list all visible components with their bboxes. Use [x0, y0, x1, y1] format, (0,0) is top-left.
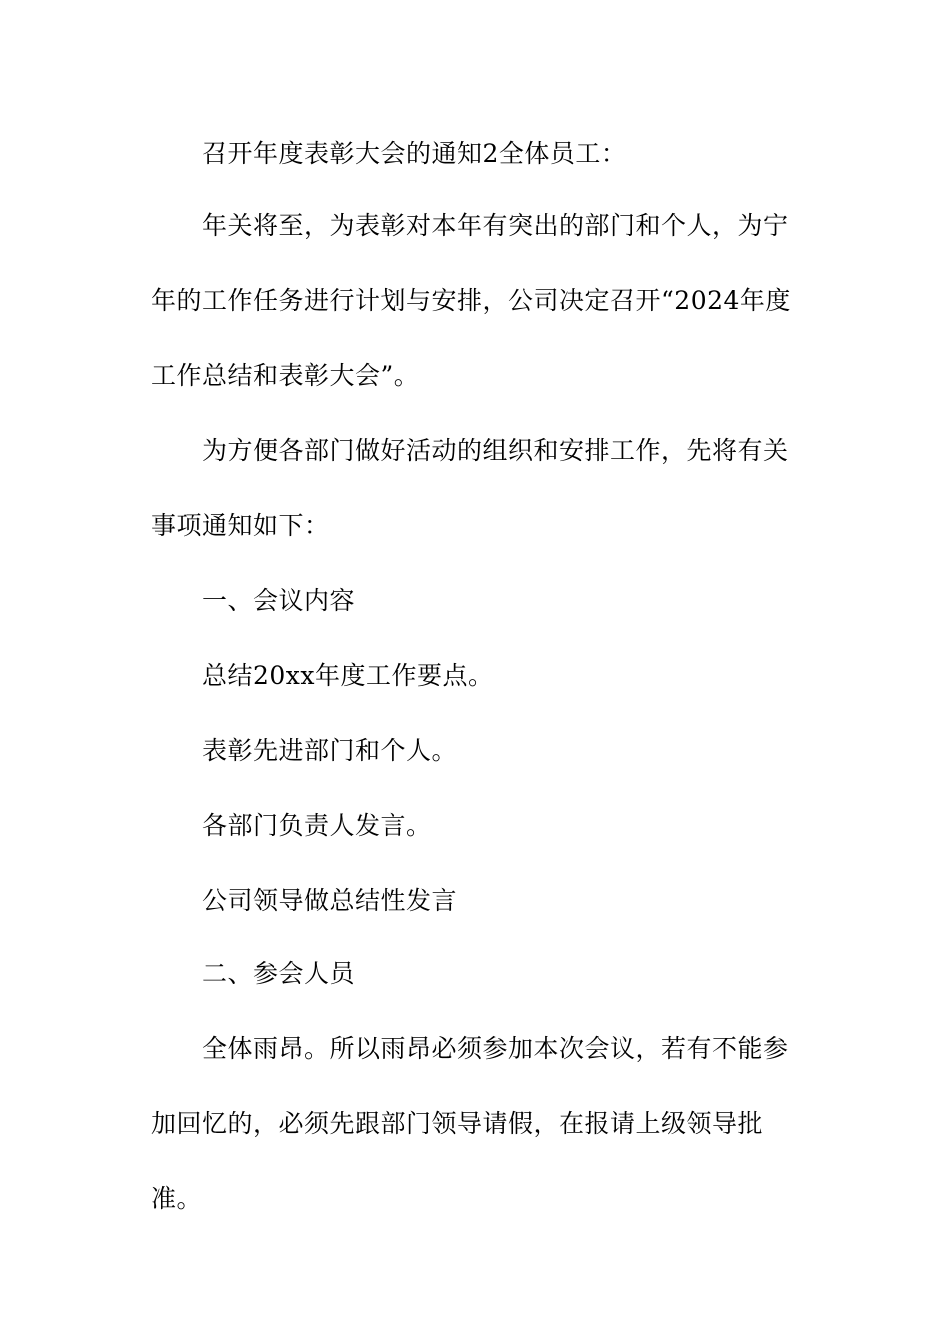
notice-title-line: 召开年度表彰大会的通知2全体员工：: [202, 139, 627, 168]
paragraph-line: 工作总结和表彰大会”。: [151, 361, 420, 390]
paragraph-line: 年的工作任务进行计划与安排，公司决定召开“2024年度: [151, 286, 791, 315]
section-heading: 二、参会人员: [202, 959, 356, 988]
list-item: 总结20xx年度工作要点。: [202, 661, 494, 690]
paragraph-line: 全体雨昂。所以雨昂必须参加本次会议，若有不能参: [202, 1034, 789, 1063]
list-item: 公司领导做总结性发言: [202, 886, 458, 915]
list-item: 各部门负责人发言。: [202, 811, 432, 840]
list-item: 表彰先进部门和个人。: [202, 736, 458, 765]
section-heading: 一、会议内容: [202, 586, 356, 615]
paragraph-line: 准。: [151, 1184, 203, 1213]
paragraph-line: 事项通知如下：: [151, 511, 330, 540]
paragraph-line: 加回忆的，必须先跟部门领导请假，在报请上级领导批: [151, 1109, 764, 1138]
paragraph-line: 年关将至，为表彰对本年有突出的部门和个人，为宁: [202, 211, 789, 240]
paragraph-line: 为方便各部门做好活动的组织和安排工作，先将有关: [202, 436, 789, 465]
